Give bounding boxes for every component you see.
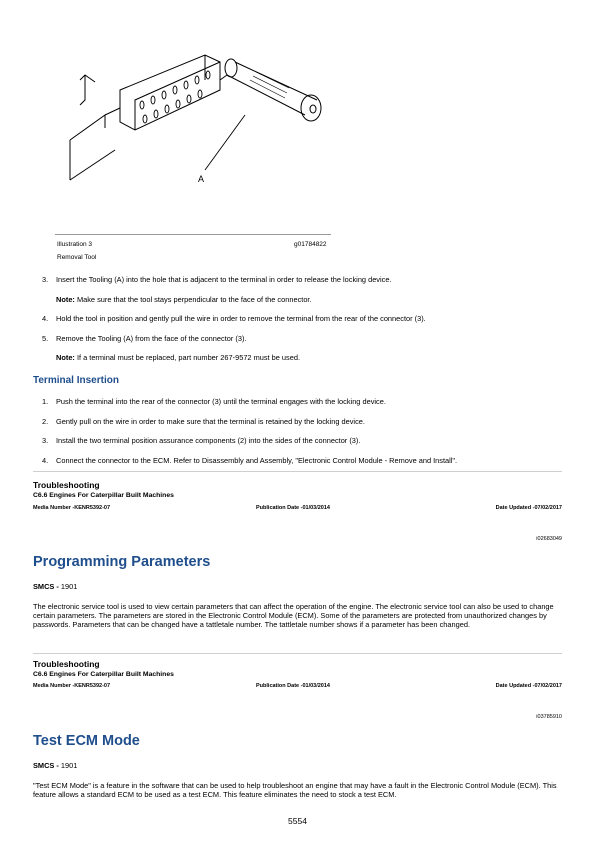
test-ecm-smcs: SMCS - 1901 — [33, 761, 78, 770]
programming-body: The electronic service tool is used to view certain parameters that can affect the operation of the engine. The electronic service tool can also be used to change certain parameters. The parameters are stored in the Electronic Control Module (ECM). Some of the parameters are protected from unauthorized changes by passwords. Parameters that can be changed have a tattletale number. The tattletale number shows if a parameter has been changed. — [33, 602, 554, 630]
page-number: 5554 — [288, 816, 307, 826]
test-ecm-body: "Test ECM Mode" is a feature in the software that can be used to help troubleshoot an engine that may have a fault in the Electronic Control Module (ECM). This feature allows a standard ECM to be used as a test ECM. This feature eliminates the need to stock a test ECM. — [33, 781, 557, 800]
section-divider — [33, 471, 562, 472]
section-divider — [33, 653, 562, 654]
insertion-step-2: 2. Gently pull on the wire in order to make sure that the terminal is retained by the locking device. — [42, 417, 365, 426]
programming-heading: Programming Parameters — [33, 554, 211, 570]
removal-step-4: 4. Hold the tool in position and gently pull the wire in order to remove the terminal from the rear of the connector (3). — [42, 314, 426, 323]
doc-header-subtitle: C6.6 Engines For Caterpillar Built Machines — [33, 671, 174, 678]
insertion-step-3: 3. Install the two terminal position assurance components (2) into the sides of the connector (3). — [42, 436, 361, 445]
terminal-insertion-heading: Terminal Insertion — [33, 375, 119, 386]
date-updated: Date Updated -07/02/2017 — [495, 505, 562, 511]
insertion-step-4: 4. Connect the connector to the ECM. Refer to Disassembly and Assembly, "Electronic Control Module - Remove and Install". — [42, 456, 458, 465]
removal-tool-illustration — [55, 20, 345, 220]
illustration-title: Removal Tool — [57, 254, 97, 261]
illustration-number: Illustration 3 — [57, 241, 93, 248]
note-perpendicular: Note: Make sure that the tool stays perpendicular to the face of the connector. — [56, 295, 312, 304]
insertion-step-1: 1. Push the terminal into the rear of the connector (3) until the terminal engages with the locking device. — [42, 397, 386, 406]
media-number: Media Number -KENR5392-07 — [33, 505, 111, 511]
publication-date: Publication Date -01/03/2014 — [256, 683, 330, 689]
programming-smcs: SMCS - 1901 — [33, 582, 78, 591]
publication-date: Publication Date -01/03/2014 — [256, 505, 330, 511]
test-ecm-ref-id: i03785910 — [536, 714, 562, 720]
test-ecm-heading: Test ECM Mode — [33, 733, 140, 749]
date-updated: Date Updated -07/02/2017 — [495, 683, 562, 689]
programming-ref-id: i02683049 — [536, 536, 562, 542]
doc-header-title: Troubleshooting — [33, 480, 100, 490]
removal-step-5: 5. Remove the Tooling (A) from the face of the connector (3). — [42, 334, 247, 343]
doc-header-subtitle: C6.6 Engines For Caterpillar Built Machines — [33, 492, 174, 499]
removal-step-3: 3. Insert the Tooling (A) into the hole that is adjacent to the terminal in order to release the locking device. — [42, 275, 392, 284]
illustration-id: g01784822 — [294, 241, 327, 248]
caption-rule — [55, 234, 331, 235]
doc-header-title: Troubleshooting — [33, 659, 100, 669]
note-part-number: Note: If a terminal must be replaced, part number 267-9572 must be used. — [56, 353, 301, 362]
media-number: Media Number -KENR5392-07 — [33, 683, 111, 689]
callout-label: A — [198, 174, 205, 184]
